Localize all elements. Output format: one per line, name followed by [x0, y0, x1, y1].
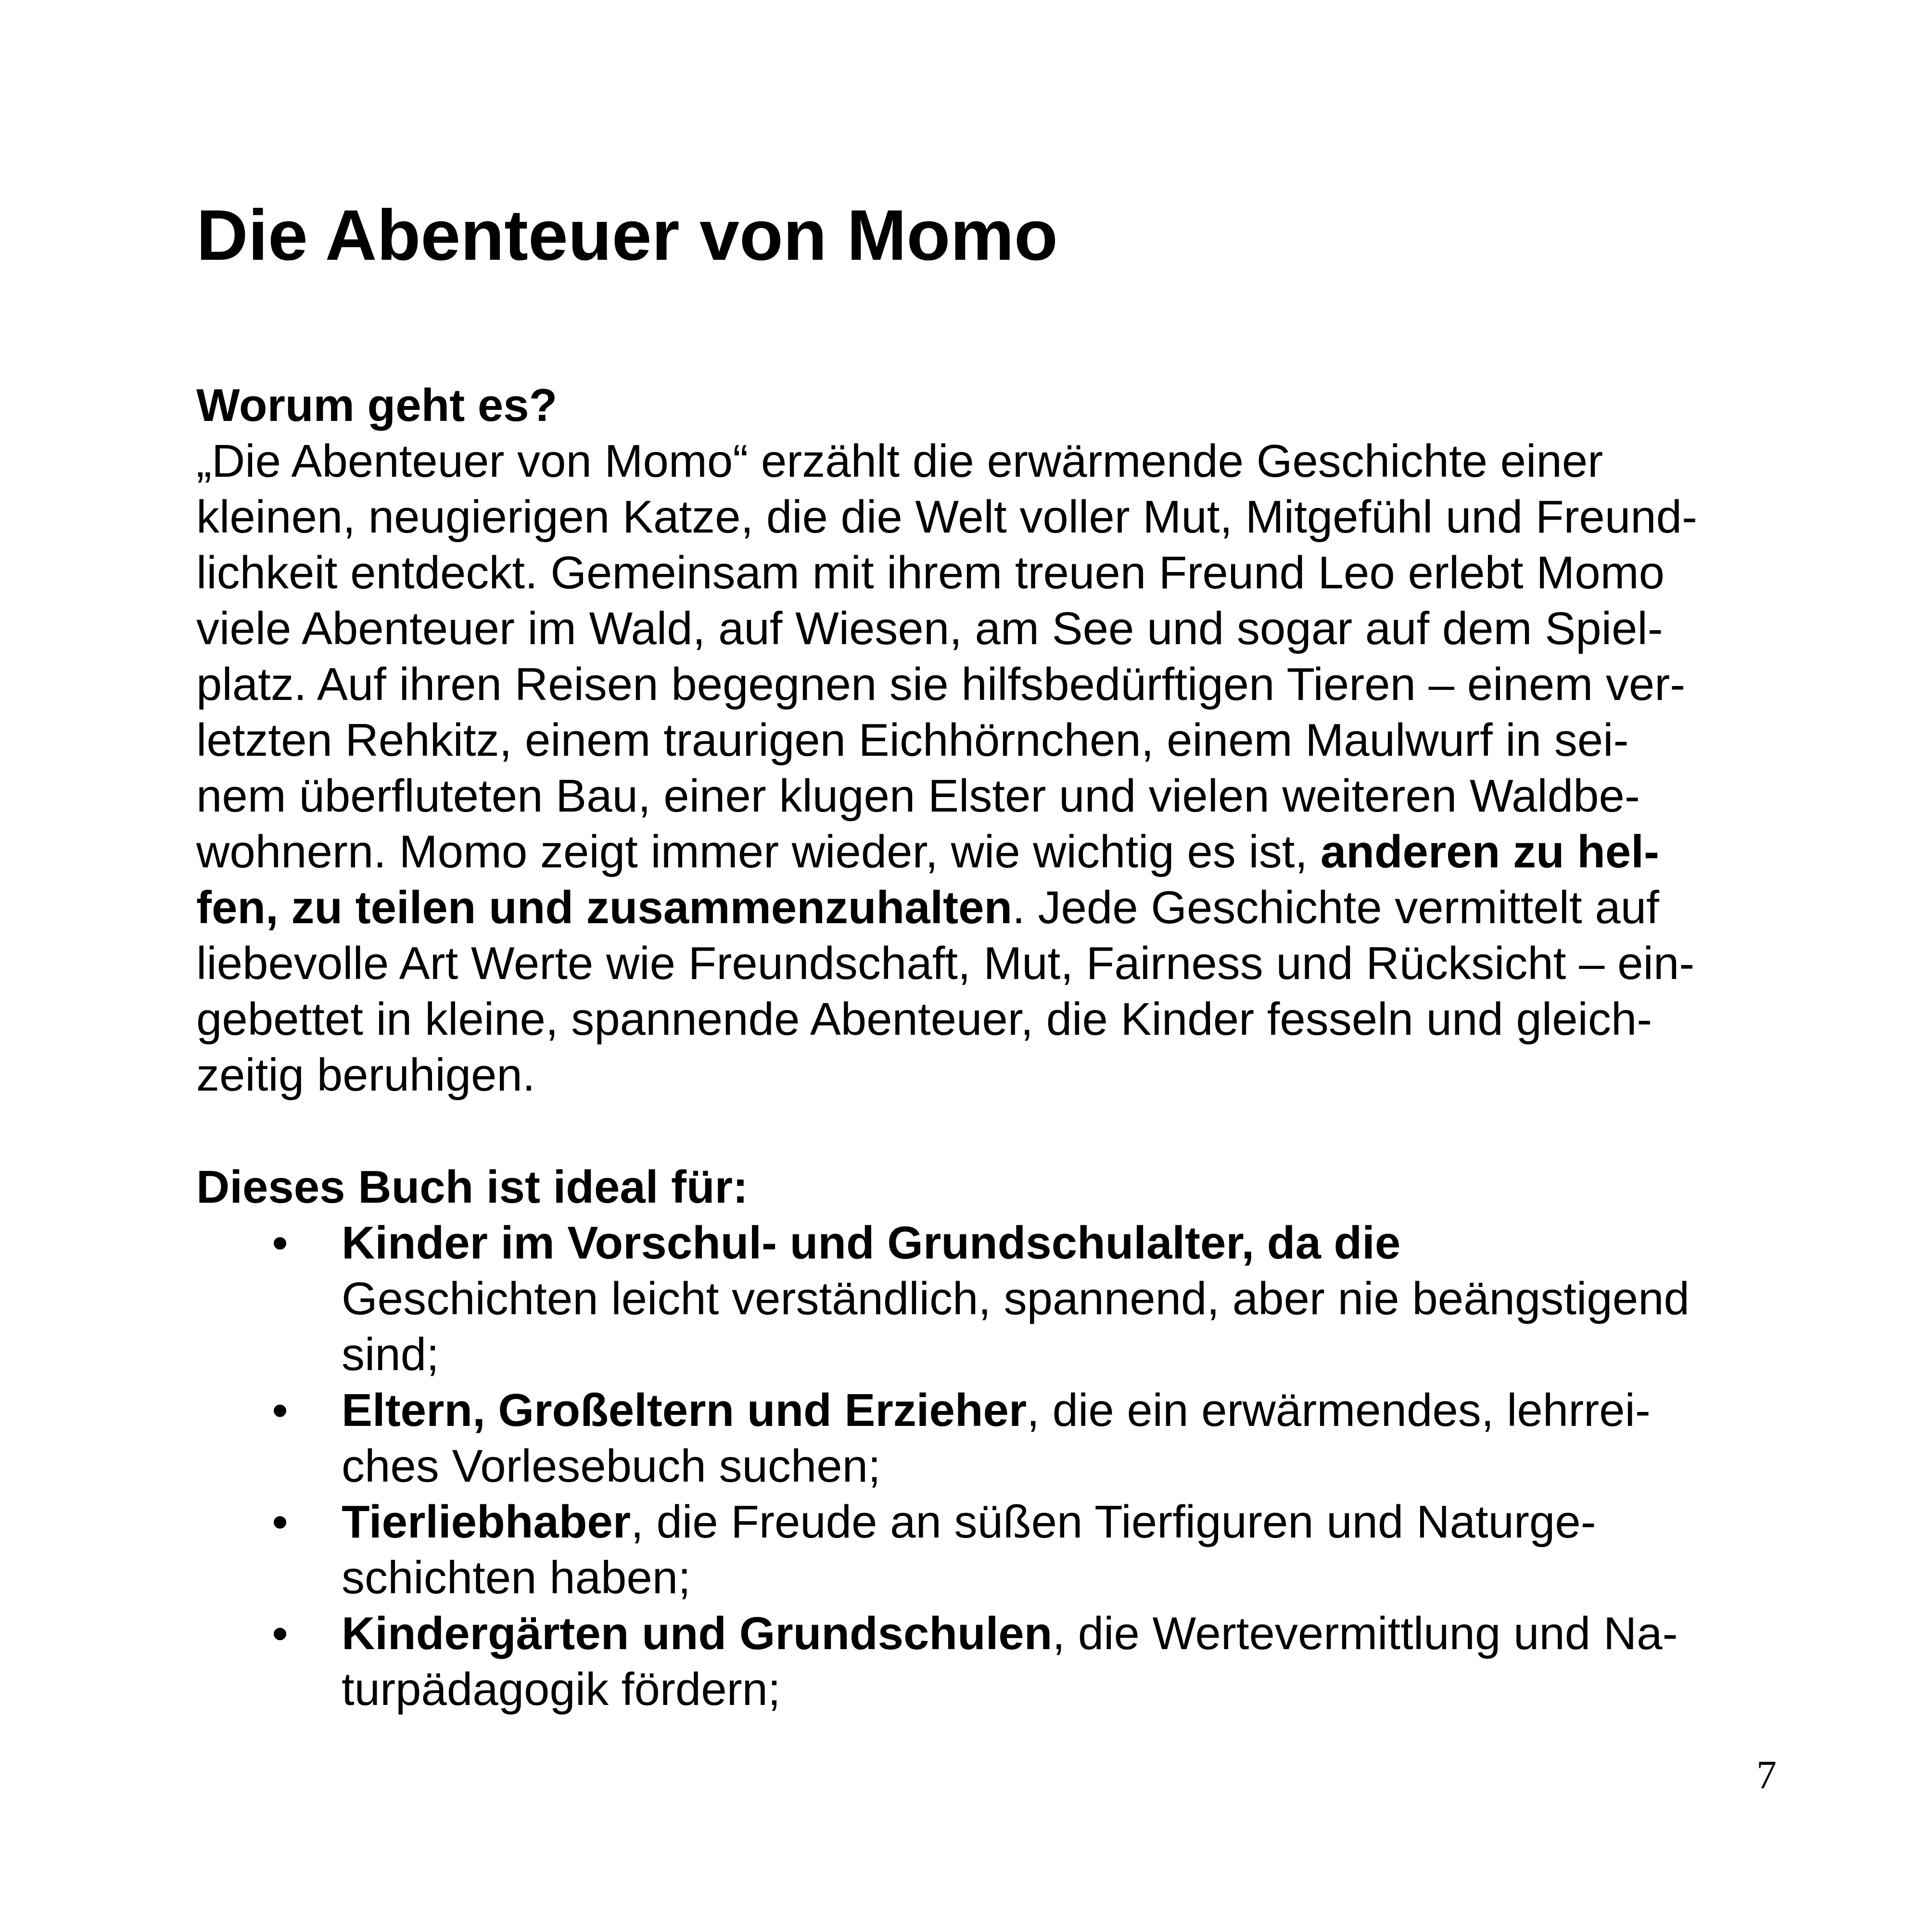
- list-item: [0, 1606, 1932, 1717]
- paragraph-line: [196, 824, 1784, 880]
- page-title: Die Abenteuer von Momo: [196, 195, 1058, 275]
- list-item-text: , die ein erwärmendes, lehrrei-: [1027, 1385, 1651, 1436]
- page-number: 7: [1756, 1753, 1777, 1797]
- list-item-text: , die Wertevermittlung und Na-: [1052, 1608, 1678, 1659]
- list-item-text: , die Freude an süßen Tierfiguren und Naturge-: [631, 1496, 1596, 1548]
- bullet-icon: •: [272, 1217, 288, 1269]
- paragraph-line: kleinen, neugierigen Katze, die die Welt voller Mut, Mitgefühl und Freund-: [196, 491, 1697, 543]
- list-item-line: [342, 1606, 1932, 1662]
- section-heading-about: Worum geht es?: [196, 380, 558, 431]
- paragraph-line: viele Abenteuer im Wald, auf Wiesen, am See und sogar auf dem Spiel-: [196, 603, 1663, 654]
- paragraph-line: platz. Auf ihren Reisen begegnen sie hilfsbedürftigen Tieren – einem ver-: [196, 659, 1686, 710]
- list-item-line: [342, 1494, 1932, 1550]
- summary-paragraph: [196, 433, 1784, 1103]
- list-item-line: [342, 1383, 1932, 1438]
- list-item: [0, 1215, 1932, 1383]
- list-item-line: ches Vorlesebuch suchen;: [342, 1440, 881, 1492]
- paragraph-line: gebettet in kleine, spannende Abenteuer, die Kinder fesseln und gleich-: [196, 993, 1652, 1045]
- paragraph-emphasis: fen, zu teilen und zusammenzuhalten: [196, 882, 1013, 933]
- paragraph-line: letzten Rehkitz, einem traurigen Eichhörnchen, einem Maulwurf in sei-: [196, 714, 1629, 766]
- list-item-bold: Kindergärten und Grundschulen: [342, 1608, 1053, 1659]
- audience-list: [0, 1215, 1932, 1717]
- paragraph-line: lichkeit entdeckt. Gemeinsam mit ihrem treuen Freund Leo erlebt Momo: [196, 547, 1665, 598]
- paragraph-text: wohnern. Momo zeigt immer wieder, wie wichtig es ist,: [196, 826, 1321, 877]
- paragraph-line: zeitig beruhigen.: [196, 1049, 535, 1101]
- list-item-line: Geschichten leicht verständlich, spannend, aber nie beängstigend: [342, 1273, 1690, 1324]
- list-item-line: schichten haben;: [342, 1552, 691, 1603]
- list-item: [0, 1494, 1932, 1606]
- paragraph-line: „Die Abenteuer von Momo“ erzählt die erwärmende Geschichte einer: [196, 435, 1603, 487]
- bullet-icon: •: [272, 1385, 288, 1436]
- list-item-line: sind;: [342, 1329, 439, 1380]
- list-item-bold: Tierliebhaber: [342, 1496, 631, 1548]
- list-item-bold: Eltern, Großeltern und Erzieher: [342, 1385, 1027, 1436]
- list-item-line: turpädagogik fördern;: [342, 1664, 781, 1715]
- paragraph-line: nem überfluteten Bau, einer klugen Elster und vielen weiteren Waldbe-: [196, 770, 1640, 822]
- list-item: [0, 1383, 1932, 1494]
- paragraph-emphasis: anderen zu hel-: [1320, 826, 1659, 877]
- paragraph-text: . Jede Geschichte vermittelt auf: [1012, 882, 1659, 933]
- list-item-bold: Kinder im Vorschul- und Grundschulalter, da die: [342, 1217, 1401, 1269]
- section-heading-audience: Dieses Buch ist ideal für:: [196, 1161, 748, 1213]
- paragraph-line: liebevolle Art Werte wie Freundschaft, Mut, Fairness und Rücksicht – ein-: [196, 938, 1695, 989]
- bullet-icon: •: [272, 1608, 288, 1659]
- paragraph-line: [196, 880, 1784, 936]
- bullet-icon: •: [272, 1496, 288, 1548]
